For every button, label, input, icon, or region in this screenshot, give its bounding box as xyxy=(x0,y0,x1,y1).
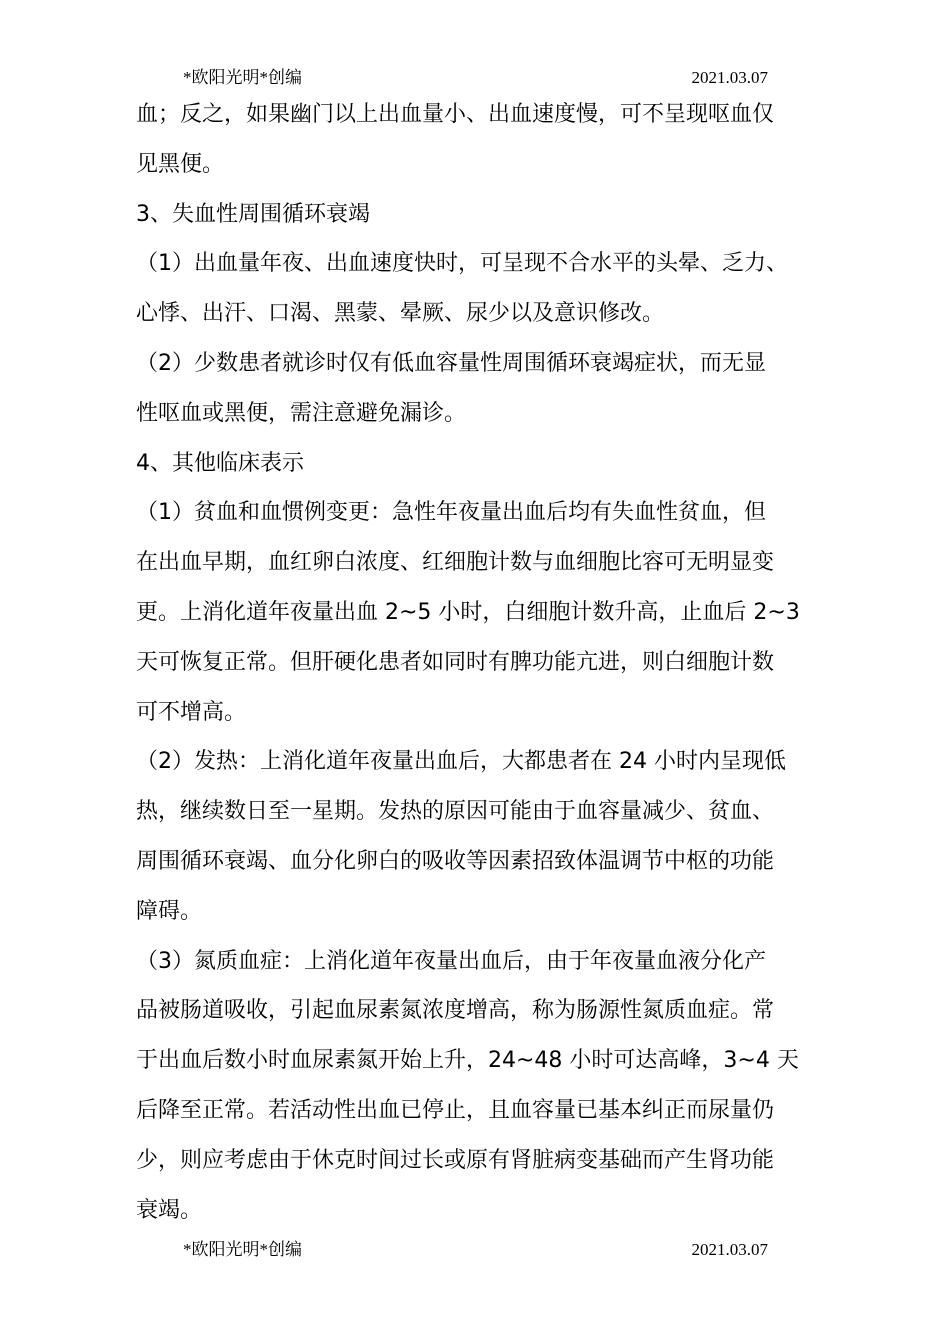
footer-author: *欧阳光明*创编 xyxy=(183,1240,302,1259)
text-line: 障碍。 xyxy=(136,898,203,924)
text-line: 在出血早期，血红卵白浓度、红细胞计数与血细胞比容可无明显变 xyxy=(136,550,775,576)
page-header xyxy=(183,65,768,91)
text-line: （2）少数患者就诊时仅有低血容量性周围循环衰竭症状，而无显 xyxy=(136,350,766,376)
text-line: （1）出血量年夜、出血速度快时，可呈现不合水平的头晕、乏力、 xyxy=(136,251,788,277)
text-line: 心悸、出汗、口渴、黑蒙、晕厥、尿少以及意识修改。 xyxy=(136,301,665,327)
body-text xyxy=(136,90,806,1235)
text-line: 更。上消化道年夜量出血 2~5 小时，白细胞计数升高，止血后 2~3 xyxy=(136,599,800,625)
text-line: 热，继续数日至一星期。发热的原因可能由于血容量减少、贫血、 xyxy=(136,799,775,825)
footer-date: 2021.03.07 xyxy=(691,1240,768,1259)
header-author: *欧阳光明*创编 xyxy=(183,68,302,87)
text-line: 周围循环衰竭、血分化卵白的吸收等因素招致体温调节中枢的功能 xyxy=(136,848,775,874)
text-line: 少，则应考虑由于休克时间过长或原有肾脏病变基础而产生肾功能 xyxy=(136,1147,775,1173)
text-line: 性呕血或黑便，需注意避免漏诊。 xyxy=(136,400,467,426)
text-line: 血；反之，如果幽门以上出血量小、出血速度慢，可不呈现呕血仅 xyxy=(136,102,775,127)
text-line: 于出血后数小时血尿素氮开始上升，24~48 小时可达高峰，3~4 天 xyxy=(136,1048,799,1074)
text-line: 可不增高。 xyxy=(136,699,247,725)
section-heading: 4、其他临床表示 xyxy=(136,450,304,476)
text-line: 后降至正常。若活动性出血已停止，且血容量已基本纠正而尿量仍 xyxy=(136,1097,775,1123)
header-date: 2021.03.07 xyxy=(691,68,768,87)
text-line: （1）贫血和血惯例变更：急性年夜量出血后均有失血性贫血，但 xyxy=(136,500,766,526)
text-line: 衰竭。 xyxy=(136,1197,203,1223)
section-heading: 3、失血性周围循环衰竭 xyxy=(136,201,370,227)
text-line: 天可恢复正常。但肝硬化患者如同时有脾功能亢进，则白细胞计数 xyxy=(136,649,775,675)
text-line: （3）氮质血症：上消化道年夜量出血后，由于年夜量血液分化产 xyxy=(136,948,766,974)
text-line: 见黑便。 xyxy=(136,151,225,177)
text-line: 品被肠道吸收，引起血尿素氮浓度增高，称为肠源性氮质血症。常 xyxy=(136,998,775,1024)
text-line: （2）发热：上消化道年夜量出血后，大都患者在 24 小时内呈现低 xyxy=(136,749,786,775)
page-footer xyxy=(183,1237,768,1263)
